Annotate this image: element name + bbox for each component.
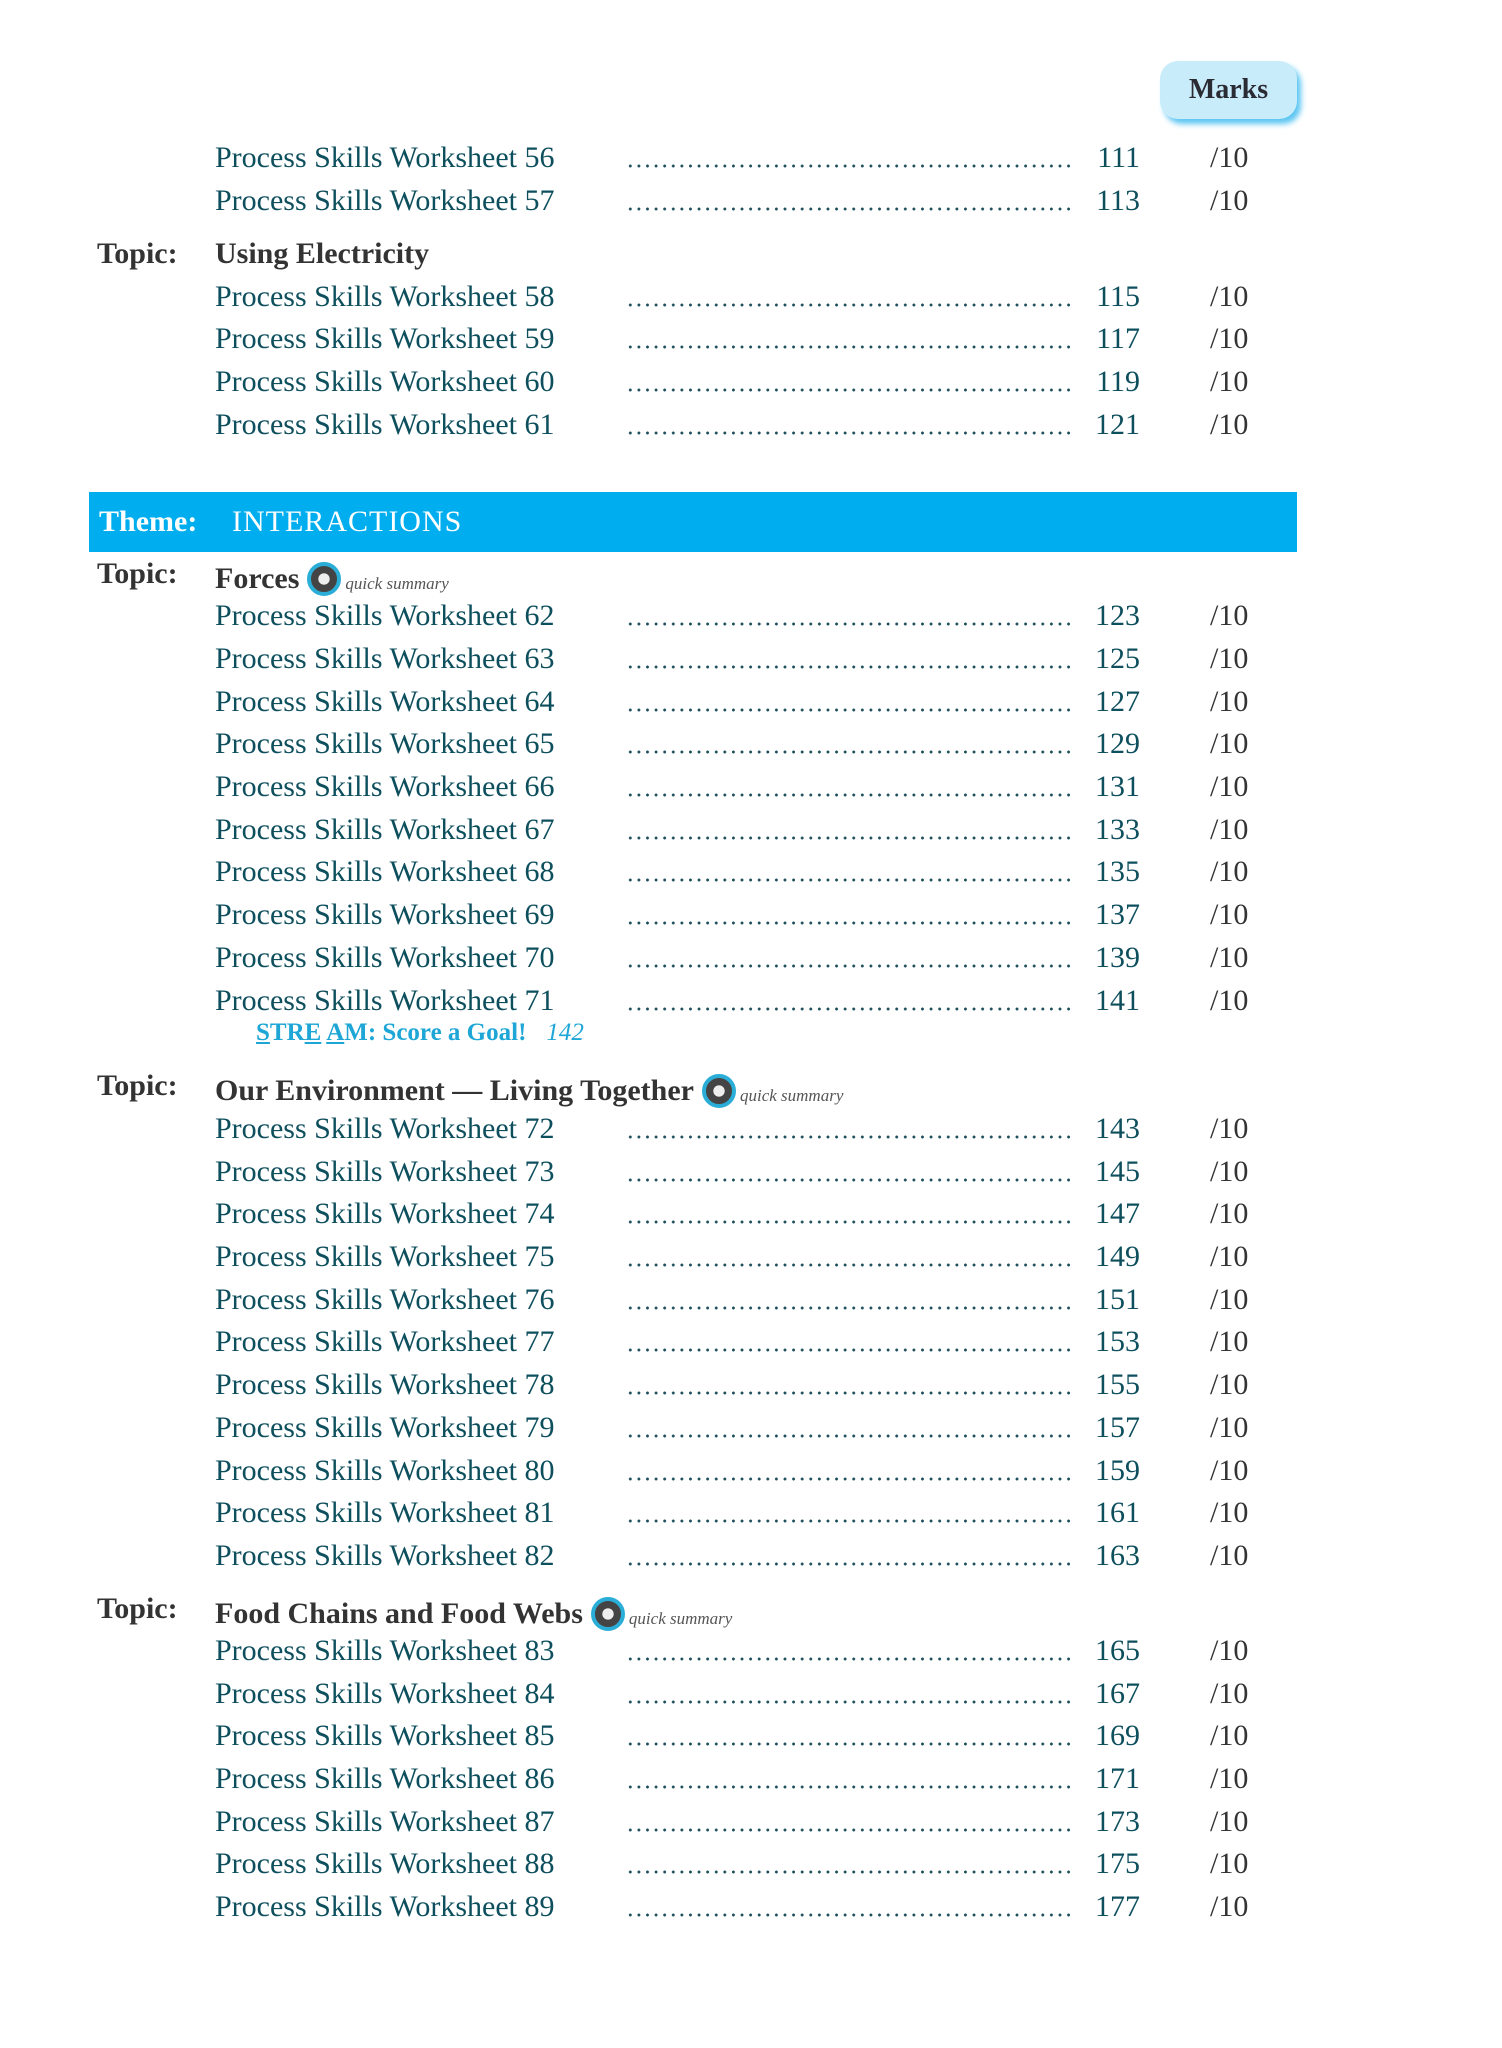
dot-leader [626, 1178, 1074, 1182]
toc-entry-row[interactable] [0, 894, 1502, 936]
worksheet-title[interactable]: Process Skills Worksheet 88 [215, 1847, 555, 1880]
topic-heading [0, 1587, 1502, 1631]
dot-leader [626, 750, 1074, 754]
toc-entry-row[interactable] [0, 1364, 1502, 1406]
toc-entry-row[interactable] [0, 1450, 1502, 1492]
worksheet-title[interactable]: Process Skills Worksheet 69 [215, 898, 555, 931]
page-number: 167 [1095, 1677, 1140, 1710]
marks-score: /10 [1210, 1539, 1249, 1572]
dot-leader [626, 1007, 1074, 1011]
page-number: 153 [1095, 1325, 1140, 1358]
dot-leader [626, 622, 1074, 626]
marks-column-header [1160, 61, 1297, 119]
page-number: 131 [1095, 770, 1140, 803]
worksheet-title[interactable]: Process Skills Worksheet 81 [215, 1496, 555, 1529]
marks-score: /10 [1210, 1197, 1249, 1230]
marks-score: /10 [1210, 1411, 1249, 1444]
topic-title: Forces [215, 562, 300, 595]
page-number: 177 [1095, 1890, 1140, 1923]
dot-leader [626, 1391, 1074, 1395]
marks-score: /10 [1210, 1496, 1249, 1529]
theme-banner [89, 492, 1297, 552]
page-number: 111 [1097, 141, 1140, 174]
dot-leader [626, 1348, 1074, 1352]
worksheet-title[interactable]: Process Skills Worksheet 74 [215, 1197, 555, 1230]
worksheet-title[interactable]: Process Skills Worksheet 71 [215, 984, 555, 1017]
worksheet-title[interactable]: Process Skills Worksheet 87 [215, 1805, 555, 1838]
page-number: 135 [1095, 855, 1140, 888]
toc-entry-row[interactable] [0, 361, 1502, 403]
page-number: 121 [1095, 408, 1140, 441]
quick-summary-icon[interactable] [702, 1074, 736, 1108]
marks-score: /10 [1210, 855, 1249, 888]
dot-leader [626, 1785, 1074, 1789]
toc-entry-row[interactable] [0, 1630, 1502, 1672]
toc-entry-row[interactable] [0, 1407, 1502, 1449]
marks-score: /10 [1210, 1112, 1249, 1145]
toc-entry-row[interactable] [0, 276, 1502, 318]
page-number: 169 [1095, 1719, 1140, 1752]
dot-leader [626, 708, 1074, 712]
quick-summary-label[interactable]: quick summary [628, 1609, 733, 1628]
dot-leader [626, 1913, 1074, 1917]
stream-activity-link[interactable] [256, 1019, 584, 1047]
page-number: 175 [1095, 1847, 1140, 1880]
page-number: 113 [1096, 184, 1140, 217]
worksheet-title[interactable]: Process Skills Worksheet 72 [215, 1112, 555, 1145]
page-number: 133 [1095, 813, 1140, 846]
worksheet-title[interactable]: Process Skills Worksheet 73 [215, 1155, 555, 1188]
page-number: 159 [1095, 1454, 1140, 1487]
marks-score: /10 [1210, 813, 1249, 846]
dot-leader [626, 303, 1074, 307]
toc-entry-row[interactable] [0, 318, 1502, 360]
worksheet-title[interactable]: Process Skills Worksheet 79 [215, 1411, 555, 1444]
page-number: 141 [1095, 984, 1140, 1017]
marks-score: /10 [1210, 1155, 1249, 1188]
page-number: 147 [1095, 1197, 1140, 1230]
toc-entry-row[interactable] [0, 980, 1502, 1022]
marks-score: /10 [1210, 1283, 1249, 1316]
toc-entry-row[interactable] [0, 1193, 1502, 1235]
worksheet-title[interactable]: Process Skills Worksheet 80 [215, 1454, 555, 1487]
marks-score: /10 [1210, 1454, 1249, 1487]
page-number: 139 [1095, 941, 1140, 974]
page-number: 127 [1095, 685, 1140, 718]
marks-score: /10 [1210, 1890, 1249, 1923]
toc-entry-row[interactable] [0, 937, 1502, 979]
marks-score: /10 [1210, 1762, 1249, 1795]
page-number: 119 [1096, 365, 1140, 398]
stream-title-part: S [256, 1019, 270, 1046]
worksheet-title[interactable]: Process Skills Worksheet 89 [215, 1890, 555, 1923]
marks-score: /10 [1210, 727, 1249, 760]
marks-score: /10 [1210, 141, 1249, 174]
marks-score: /10 [1210, 1240, 1249, 1273]
toc-entry-row[interactable] [0, 1801, 1502, 1843]
toc-entry-row[interactable] [0, 1321, 1502, 1363]
toc-entry-row[interactable] [0, 1758, 1502, 1800]
worksheet-title[interactable]: Process Skills Worksheet 75 [215, 1240, 555, 1273]
page-number: 143 [1095, 1112, 1140, 1145]
page-number: 161 [1095, 1496, 1140, 1529]
worksheet-title[interactable]: Process Skills Worksheet 77 [215, 1325, 555, 1358]
marks-score: /10 [1210, 280, 1249, 313]
worksheet-title[interactable]: Process Skills Worksheet 82 [215, 1539, 555, 1572]
page-number: 165 [1095, 1634, 1140, 1667]
toc-entry-row[interactable] [0, 1715, 1502, 1757]
dot-leader [626, 793, 1074, 797]
toc-entry-row[interactable] [0, 723, 1502, 765]
toc-entry-row[interactable] [0, 1886, 1502, 1928]
toc-entry-row[interactable] [0, 638, 1502, 680]
marks-score: /10 [1210, 365, 1249, 398]
marks-score: /10 [1210, 184, 1249, 217]
dot-leader [626, 1742, 1074, 1746]
page-number: 117 [1096, 322, 1140, 355]
quick-summary-icon[interactable] [307, 562, 341, 596]
page-number: 137 [1095, 898, 1140, 931]
worksheet-title[interactable]: Process Skills Worksheet 56 [215, 141, 555, 174]
marks-score: /10 [1210, 1325, 1249, 1358]
dot-leader [626, 1519, 1074, 1523]
worksheet-title[interactable]: Process Skills Worksheet 84 [215, 1677, 555, 1710]
topic-title: Our Environment — Living Together [215, 1074, 694, 1107]
worksheet-title[interactable]: Process Skills Worksheet 59 [215, 322, 555, 355]
worksheet-title[interactable]: Process Skills Worksheet 66 [215, 770, 555, 803]
dot-leader [626, 388, 1074, 392]
toc-entry-row[interactable] [0, 1673, 1502, 1715]
worksheet-title[interactable]: Process Skills Worksheet 86 [215, 1762, 555, 1795]
dot-leader [626, 1434, 1074, 1438]
stream-page-number: 142 [546, 1019, 584, 1046]
toc-entry-row[interactable] [0, 404, 1502, 446]
worksheet-title[interactable]: Process Skills Worksheet 58 [215, 280, 555, 313]
page-number: 145 [1095, 1155, 1140, 1188]
page-number: 155 [1095, 1368, 1140, 1401]
worksheet-title[interactable]: Process Skills Worksheet 62 [215, 599, 555, 632]
worksheet-title[interactable]: Process Skills Worksheet 63 [215, 642, 555, 675]
marks-score: /10 [1210, 984, 1249, 1017]
page-number: 115 [1096, 280, 1140, 313]
marks-score: /10 [1210, 1368, 1249, 1401]
toc-entry-row[interactable] [0, 1151, 1502, 1193]
marks-score: /10 [1210, 941, 1249, 974]
page-number: 173 [1095, 1805, 1140, 1838]
page-number: 151 [1095, 1283, 1140, 1316]
topic-label: Topic: [97, 557, 178, 590]
dot-leader [626, 164, 1074, 168]
dot-leader [626, 1220, 1074, 1224]
dot-leader [626, 1828, 1074, 1832]
dot-leader [626, 1306, 1074, 1310]
page-number: 125 [1095, 642, 1140, 675]
toc-entry-row[interactable] [0, 1492, 1502, 1534]
page-number: 171 [1095, 1762, 1140, 1795]
marks-score: /10 [1210, 322, 1249, 355]
worksheet-title[interactable]: Process Skills Worksheet 67 [215, 813, 555, 846]
marks-score: /10 [1210, 1805, 1249, 1838]
page-number: 163 [1095, 1539, 1140, 1572]
worksheet-title[interactable]: Process Skills Worksheet 61 [215, 408, 555, 441]
worksheet-title[interactable]: Process Skills Worksheet 65 [215, 727, 555, 760]
toc-entry-row[interactable] [0, 595, 1502, 637]
page-number: 149 [1095, 1240, 1140, 1273]
theme-name: INTERACTIONS [232, 505, 463, 538]
dot-leader [626, 964, 1074, 968]
dot-leader [626, 1562, 1074, 1566]
dot-leader [626, 345, 1074, 349]
toc-entry-row[interactable] [0, 1108, 1502, 1150]
worksheet-title[interactable]: Process Skills Worksheet 85 [215, 1719, 555, 1752]
topic-label: Topic: [97, 1069, 178, 1102]
topic-name [215, 232, 429, 276]
dot-leader [626, 207, 1074, 211]
dot-leader [626, 1870, 1074, 1874]
stream-title-part: TR [269, 1019, 305, 1046]
worksheet-title[interactable]: Process Skills Worksheet 68 [215, 855, 555, 888]
quick-summary-label[interactable]: quick summary [739, 1086, 844, 1105]
marks-score: /10 [1210, 1719, 1249, 1752]
worksheet-title[interactable]: Process Skills Worksheet 83 [215, 1634, 555, 1667]
stream-title-part: E [304, 1019, 322, 1046]
worksheet-title[interactable]: Process Skills Worksheet 70 [215, 941, 555, 974]
stream-title-part: M: Score a Goal! [344, 1019, 527, 1046]
toc-entry-row[interactable] [0, 180, 1502, 222]
topic-title: Using Electricity [215, 237, 430, 270]
dot-leader [626, 836, 1074, 840]
toc-entry-row[interactable] [0, 1236, 1502, 1278]
page-number: 123 [1095, 599, 1140, 632]
toc-entry-row[interactable] [0, 1535, 1502, 1577]
dot-leader [626, 1263, 1074, 1267]
marks-score: /10 [1210, 599, 1249, 632]
dot-leader [626, 1657, 1074, 1661]
topic-heading [0, 232, 1502, 276]
toc-entry-row[interactable] [0, 137, 1502, 179]
toc-entry-row[interactable] [0, 1843, 1502, 1885]
toc-entry-row[interactable] [0, 681, 1502, 723]
toc-entry-row[interactable] [0, 766, 1502, 808]
marks-header-label: Marks [1188, 74, 1269, 105]
worksheet-title[interactable]: Process Skills Worksheet 78 [215, 1368, 555, 1401]
stream-activity-title [256, 1019, 526, 1046]
stream-title-part: A [326, 1019, 345, 1046]
dot-leader [626, 1477, 1074, 1481]
topic-heading [0, 1064, 1502, 1108]
marks-score: /10 [1210, 1634, 1249, 1667]
worksheet-title[interactable]: Process Skills Worksheet 57 [215, 184, 555, 217]
worksheet-title[interactable]: Process Skills Worksheet 64 [215, 685, 555, 718]
dot-leader [626, 878, 1074, 882]
theme-label: Theme: [99, 505, 198, 538]
marks-score: /10 [1210, 408, 1249, 441]
marks-score: /10 [1210, 1847, 1249, 1880]
topic-label: Topic: [97, 237, 178, 270]
marks-score: /10 [1210, 685, 1249, 718]
marks-score: /10 [1210, 1677, 1249, 1710]
dot-leader [626, 921, 1074, 925]
page-number: 129 [1095, 727, 1140, 760]
worksheet-title[interactable]: Process Skills Worksheet 60 [215, 365, 555, 398]
topic-label: Topic: [97, 1592, 178, 1625]
dot-leader [626, 1700, 1074, 1704]
quick-summary-label[interactable]: quick summary [345, 574, 449, 593]
page-number: 157 [1095, 1411, 1140, 1444]
quick-summary-icon[interactable] [591, 1597, 625, 1631]
marks-score: /10 [1210, 898, 1249, 931]
marks-score: /10 [1210, 642, 1249, 675]
topic-title: Food Chains and Food Webs [215, 1597, 583, 1630]
dot-leader [626, 1135, 1074, 1139]
toc-entry-row[interactable] [0, 1279, 1502, 1321]
dot-leader [626, 431, 1074, 435]
dot-leader [626, 665, 1074, 669]
worksheet-title[interactable]: Process Skills Worksheet 76 [215, 1283, 555, 1316]
marks-score: /10 [1210, 770, 1249, 803]
toc-entry-row[interactable] [0, 809, 1502, 851]
topic-heading [0, 552, 1502, 596]
toc-entry-row[interactable] [0, 851, 1502, 893]
